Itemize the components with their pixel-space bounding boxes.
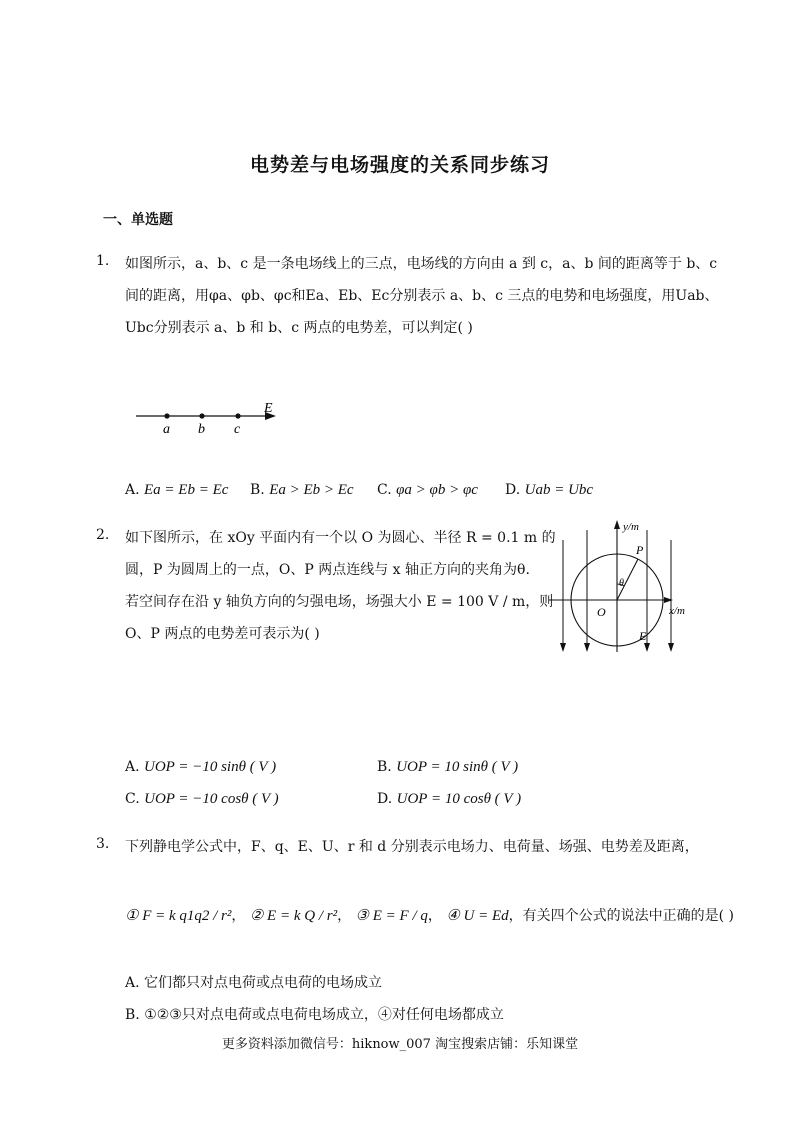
option-letter: C. <box>125 791 140 807</box>
option-text: φa > φb > φc <box>396 482 478 498</box>
q2-option-a[interactable] <box>125 759 276 776</box>
q1-option-d[interactable] <box>505 482 593 499</box>
point-c <box>235 413 240 418</box>
theta-label: θ <box>619 578 624 589</box>
option-letter: A. <box>125 482 140 498</box>
formula-2: ② E = k Q / r² <box>249 908 338 924</box>
q2-option-d[interactable] <box>377 791 521 808</box>
formula-3: ③ E = F / q <box>355 908 428 924</box>
y-axis-arrow <box>614 520 620 529</box>
q2-line-2: 圆，P 为圆周上的一点，O、P 两点连线与 x 轴正方向的夹角为θ. <box>125 562 530 578</box>
option-text: UOP = −10 cosθ ( V ) <box>144 791 279 807</box>
option-letter: B. <box>377 759 392 775</box>
label-a: a <box>163 422 170 437</box>
q2-line-1: 如下图所示，在 xOy 平面内有一个以 O 为圆心、半径 R = 0.1 m 的 <box>125 530 556 546</box>
label-b: b <box>198 422 205 437</box>
option-letter: B. <box>125 1007 140 1023</box>
page-title: 电势差与电场强度的关系同步练习 <box>249 154 550 176</box>
q3-option-a[interactable] <box>125 972 382 992</box>
q3-line-1: 下列静电学公式中，F、q、E、U、r 和 d 分别表示电场力、电荷量、场强、电势差及距离， <box>125 839 699 855</box>
q2-option-c[interactable] <box>125 791 279 808</box>
q1-option-c[interactable] <box>377 482 478 499</box>
option-text: UOP = 10 cosθ ( V ) <box>396 791 522 807</box>
label-c: c <box>234 422 241 437</box>
option-text: Ea = Eb = Ec <box>144 482 229 498</box>
q1-number: 1. <box>96 253 110 269</box>
point-b <box>199 413 204 418</box>
section-heading: 一、单选题 <box>103 212 173 228</box>
field-label: E <box>639 629 647 643</box>
x-axis-label: x/m <box>669 605 685 617</box>
origin-label: O <box>597 605 606 619</box>
option-text: Ea > Eb > Ec <box>269 482 354 498</box>
option-letter: B. <box>250 482 265 498</box>
option-letter: A. <box>125 975 140 991</box>
option-text: UOP = 10 sinθ ( V ) <box>396 759 519 775</box>
point-a <box>164 413 169 418</box>
option-letter: A. <box>125 759 140 775</box>
option-text: ①②③只对点电荷或点电荷电场成立，④对任何电场都成立 <box>144 1007 504 1023</box>
q1-line-3: Ubc分别表示 a、b 和 b、c 两点的电势差，可以判定( ) <box>125 320 473 336</box>
q1-figure <box>130 400 290 440</box>
q2-option-b[interactable] <box>377 759 518 776</box>
formula-4: ④ U = Ed <box>446 908 509 924</box>
formula-1: ① F = k q1q2 / r² <box>125 908 232 924</box>
y-axis-label: y/m <box>623 521 639 533</box>
option-text: UOP = −10 sinθ ( V ) <box>144 759 277 775</box>
option-text: Uab = Ubc <box>524 482 594 498</box>
page-footer: 更多资料添加微信号：hiknow_007 淘宝搜索店铺：乐知课堂 <box>221 1037 579 1052</box>
q1-option-a[interactable] <box>125 482 228 499</box>
q3-formula-line: ① F = k q1q2 / r²， ② E = k Q / r²， ③ E = F / q， ④ U = Ed，有关四个公式的说法中正确的是( ) <box>125 908 735 924</box>
option-letter: D. <box>377 791 393 807</box>
option-text: 它们都只对点电荷或点电荷的电场成立 <box>144 975 383 991</box>
x-axis-arrow <box>664 597 673 603</box>
q2-number: 2. <box>96 527 110 543</box>
q2-figure <box>545 518 695 656</box>
q2-line-4: O、P 两点的电势差可表示为( ) <box>125 626 320 642</box>
q1-line-2: 间的距离，用φa、φb、φc和Ea、Eb、Ec分别表示 a、b、c 三点的电势和电场强度，用Uab、 <box>125 288 719 304</box>
option-letter: D. <box>505 482 521 498</box>
point-p-label: P <box>636 543 644 557</box>
formula-tail: ，有关四个公式的说法中正确的是( ) <box>508 908 735 924</box>
q1-option-b[interactable] <box>250 482 354 499</box>
q1-line-1: 如图所示，a、b、c 是一条电场线上的三点，电场线的方向由 a 到 c，a、b 间的距离等于 b、c <box>125 256 718 272</box>
label-E: E <box>264 401 273 416</box>
q3-option-b[interactable] <box>125 1004 504 1024</box>
q2-line-3: 若空间存在沿 y 轴负方向的匀强电场，场强大小 E = 100 V / m，则 <box>125 594 554 610</box>
option-letter: C. <box>377 482 392 498</box>
q3-number: 3. <box>96 836 110 852</box>
